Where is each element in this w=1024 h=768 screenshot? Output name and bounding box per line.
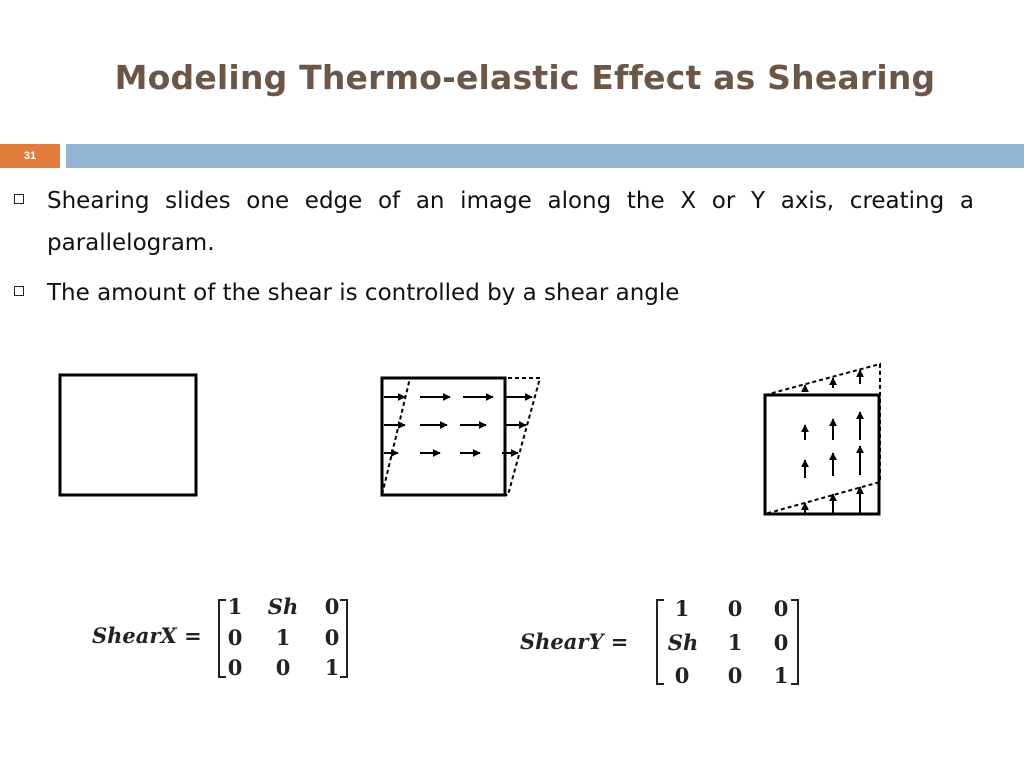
matrix-cell: 0 — [324, 625, 340, 650]
matrix-cell: 0 — [227, 655, 243, 680]
shear-x-matrix — [92, 594, 347, 680]
matrix-cell: 0 — [773, 596, 789, 621]
matrix-cell: 1 — [227, 594, 243, 619]
matrix-cell: 0 — [674, 663, 690, 688]
matrix-cell: 0 — [227, 625, 243, 650]
matrix-cell: 0 — [773, 630, 789, 655]
shear-y-label: ShearY = — [520, 629, 629, 654]
matrix-cell: 1 — [275, 625, 291, 650]
matrix-cell: 1 — [674, 596, 690, 621]
matrix-cell: 0 — [324, 594, 340, 619]
matrix-cell: 0 — [275, 655, 291, 680]
matrix-cell: 1 — [727, 630, 743, 655]
matrix-cell: 1 — [324, 655, 340, 680]
slide-title: Modeling Thermo-elastic Effect as Shearing — [114, 58, 936, 97]
matrix-cell: 1 — [773, 663, 789, 688]
slide-number: 31 — [0, 144, 60, 168]
shear-x-label: ShearX = — [92, 623, 202, 648]
matrix-cell: Sh — [667, 630, 699, 655]
matrix-cell: 0 — [727, 663, 743, 688]
matrix-cell: 0 — [727, 596, 743, 621]
bullet-text: Shearing slides one edge of an image along the X or Y axis, creating a parallelogram. — [47, 188, 974, 256]
bullet-text: The amount of the shear is controlled by a shear angle — [47, 280, 680, 306]
shear-y-matrix — [520, 596, 798, 688]
matrix-cell: Sh — [267, 594, 299, 619]
